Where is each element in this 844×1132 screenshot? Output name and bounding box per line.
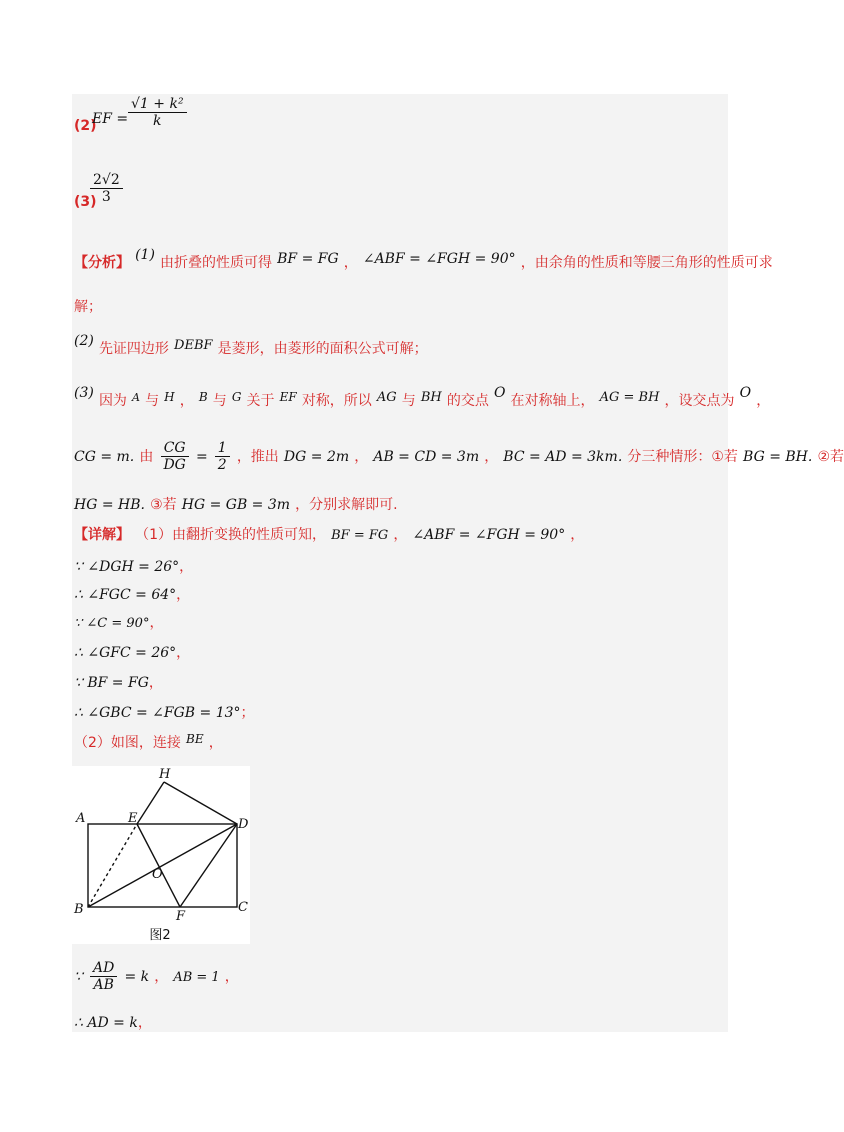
- figure-svg: [72, 766, 250, 944]
- answer-3-denominator: 3: [101, 189, 111, 205]
- segment-ef: [137, 824, 180, 907]
- segment-hd: [164, 782, 237, 824]
- detail-text: ，: [393, 527, 408, 543]
- label-o: O: [152, 867, 163, 882]
- detail-step-5: [74, 672, 163, 692]
- label-a: A: [76, 811, 86, 826]
- detail-text: ；: [240, 705, 255, 721]
- analysis-math: CG = m.: [74, 449, 135, 465]
- detail-fraction-ad-ab: [90, 960, 117, 993]
- detail-text: ，: [570, 527, 585, 543]
- detail-math: = k: [124, 969, 150, 985]
- answer-2-lhs: EF =: [92, 111, 129, 127]
- analysis-math: AG: [376, 390, 397, 405]
- analysis-text: 与: [145, 393, 160, 409]
- detail-step-6: [74, 702, 255, 722]
- analysis-item-3-number: (3): [74, 385, 94, 401]
- analysis-text: ，: [756, 393, 771, 409]
- analysis-math: O: [739, 385, 752, 401]
- analysis-math: BC = AD = 3km.: [503, 449, 623, 465]
- analysis-math: HG = GB = 3m: [181, 497, 291, 513]
- detail-math: ∴ ∠GBC = ∠FGB = 13°: [74, 705, 241, 721]
- label-c: C: [238, 900, 248, 915]
- detail-step-1: [74, 556, 193, 576]
- analysis-text: ，分别求解即可.: [295, 497, 398, 513]
- detail-step-8: [74, 1012, 152, 1032]
- detail-text: ，: [179, 559, 194, 575]
- detail-math: ∵: [74, 969, 83, 985]
- detail-line-1: [74, 524, 584, 544]
- answer-2-denominator: k: [153, 113, 162, 129]
- detail-math: ∵ BF = FG: [74, 675, 149, 691]
- detail-math: BE: [186, 732, 204, 746]
- analysis-text: 与: [401, 393, 416, 409]
- detail-math: ∴ ∠GFC = 26°: [74, 645, 177, 661]
- label-h: H: [159, 767, 171, 782]
- detail-tag: 【详解】: [74, 527, 130, 543]
- analysis-math: EF: [279, 390, 297, 404]
- analysis-text: ，由余角的性质和等腰三角形的性质可求: [520, 255, 773, 271]
- segment-fd: [180, 824, 237, 907]
- label-d: D: [238, 817, 249, 832]
- analysis-text: ，推出: [236, 449, 279, 465]
- analysis-text: ，: [354, 449, 369, 465]
- analysis-math: HG = HB.: [74, 497, 145, 513]
- detail-step-4: [74, 642, 190, 662]
- analysis-text: 对称，所以: [301, 393, 372, 409]
- analysis-math: BF = FG: [277, 251, 339, 267]
- segment-eh: [137, 782, 164, 824]
- figure-caption: 图2: [149, 928, 171, 943]
- analysis-text: 分三种情形：①若: [627, 449, 738, 465]
- analysis-line-4: [74, 440, 844, 473]
- detail-line-2: [74, 732, 223, 752]
- detail-text: （1）由翻折变换的性质可知，: [135, 527, 327, 543]
- answer-2-fraction: [128, 96, 187, 129]
- analysis-text: ，: [179, 393, 194, 409]
- detail-math: ∴ ∠FGC = 64°: [74, 587, 177, 603]
- analysis-text: 在对称轴上，: [510, 393, 595, 409]
- analysis-text: ，: [343, 255, 358, 271]
- analysis-text: ③若: [150, 497, 177, 513]
- fraction-numerator: AD: [90, 960, 117, 977]
- answer-3-label: (3): [74, 194, 97, 210]
- detail-text: ，: [224, 969, 239, 985]
- detail-text: ，: [148, 675, 163, 691]
- segment-bd: [88, 824, 237, 907]
- analysis-math: ∠ABF = ∠FGH = 90°: [362, 251, 516, 267]
- detail-text: ，: [154, 969, 169, 985]
- detail-text: ，: [149, 615, 164, 631]
- analysis-text: 关于: [246, 393, 275, 409]
- analysis-text: 与: [212, 393, 227, 409]
- analysis-line-1: [74, 247, 773, 272]
- detail-text: （2）如图，连接: [74, 735, 181, 751]
- analysis-math: DG = 2m: [283, 449, 350, 465]
- analysis-line-3: [74, 385, 771, 410]
- analysis-math: G: [231, 390, 242, 404]
- analysis-line-5: [74, 494, 398, 514]
- analysis-math: H: [164, 390, 175, 404]
- fraction-denominator: 2: [217, 457, 227, 473]
- detail-math: ∵ ∠C = 90°: [74, 616, 150, 631]
- answer-3-fraction: [90, 172, 123, 205]
- analysis-text: 是菱形，由菱形的面积公式可解；: [217, 341, 428, 357]
- fraction-denominator: DG: [163, 457, 186, 473]
- detail-math: ∵ ∠DGH = 26°: [74, 559, 180, 575]
- answer-3-numerator: 2√2: [90, 172, 123, 189]
- analysis-math: B: [198, 390, 208, 404]
- detail-math: ∠ABF = ∠FGH = 90°: [412, 527, 566, 543]
- fraction-denominator: AB: [93, 977, 114, 993]
- analysis-text: 的交点: [446, 393, 489, 409]
- analysis-math: BH: [420, 390, 442, 405]
- label-f: F: [176, 909, 186, 924]
- analysis-text: 先证四边形: [98, 341, 169, 357]
- answer-2-label: (2): [74, 118, 97, 134]
- fraction-numerator: CG: [161, 440, 189, 457]
- analysis-math: =: [195, 449, 208, 465]
- analysis-text: ，: [484, 449, 499, 465]
- analysis-item-2-number: (2): [74, 333, 94, 349]
- answer-2-numerator: √1 + k²: [128, 96, 187, 113]
- analysis-text: 因为: [98, 393, 127, 409]
- detail-text: ，: [176, 587, 191, 603]
- detail-text: ，: [137, 1015, 152, 1031]
- label-e: E: [128, 811, 138, 826]
- geometry-figure: [72, 766, 250, 944]
- analysis-line-1b: 解；: [74, 299, 102, 315]
- detail-step-2: [74, 584, 190, 604]
- detail-math: AB = 1: [173, 970, 220, 985]
- analysis-line-2: [74, 333, 428, 358]
- analysis-math: AB = CD = 3m: [373, 449, 480, 465]
- analysis-fraction-cg-dg: [160, 440, 188, 473]
- detail-math: BF = FG: [331, 528, 389, 543]
- segment-be-dashed: [88, 824, 137, 907]
- analysis-math: O: [493, 385, 506, 401]
- analysis-item-1-number: (1): [135, 247, 155, 263]
- analysis-text: ②若: [817, 449, 844, 465]
- analysis-math: A: [132, 391, 140, 404]
- detail-math: ∴ AD = k: [74, 1015, 138, 1031]
- analysis-math: AG = BH: [599, 390, 660, 405]
- analysis-math: DEBF: [174, 338, 213, 353]
- analysis-text: 由折叠的性质可得: [160, 255, 273, 271]
- detail-step-3: [74, 612, 163, 632]
- analysis-text: ，设交点为: [664, 393, 735, 409]
- detail-text: ，: [208, 735, 223, 751]
- detail-step-7: [74, 960, 239, 993]
- analysis-math: BG = BH.: [743, 449, 813, 465]
- fraction-numerator: 1: [215, 440, 230, 457]
- analysis-tag: 【分析】: [74, 255, 130, 271]
- analysis-fraction-half: [215, 440, 230, 473]
- label-b: B: [74, 902, 84, 917]
- detail-text: ，: [176, 645, 191, 661]
- analysis-text: 由: [139, 449, 154, 465]
